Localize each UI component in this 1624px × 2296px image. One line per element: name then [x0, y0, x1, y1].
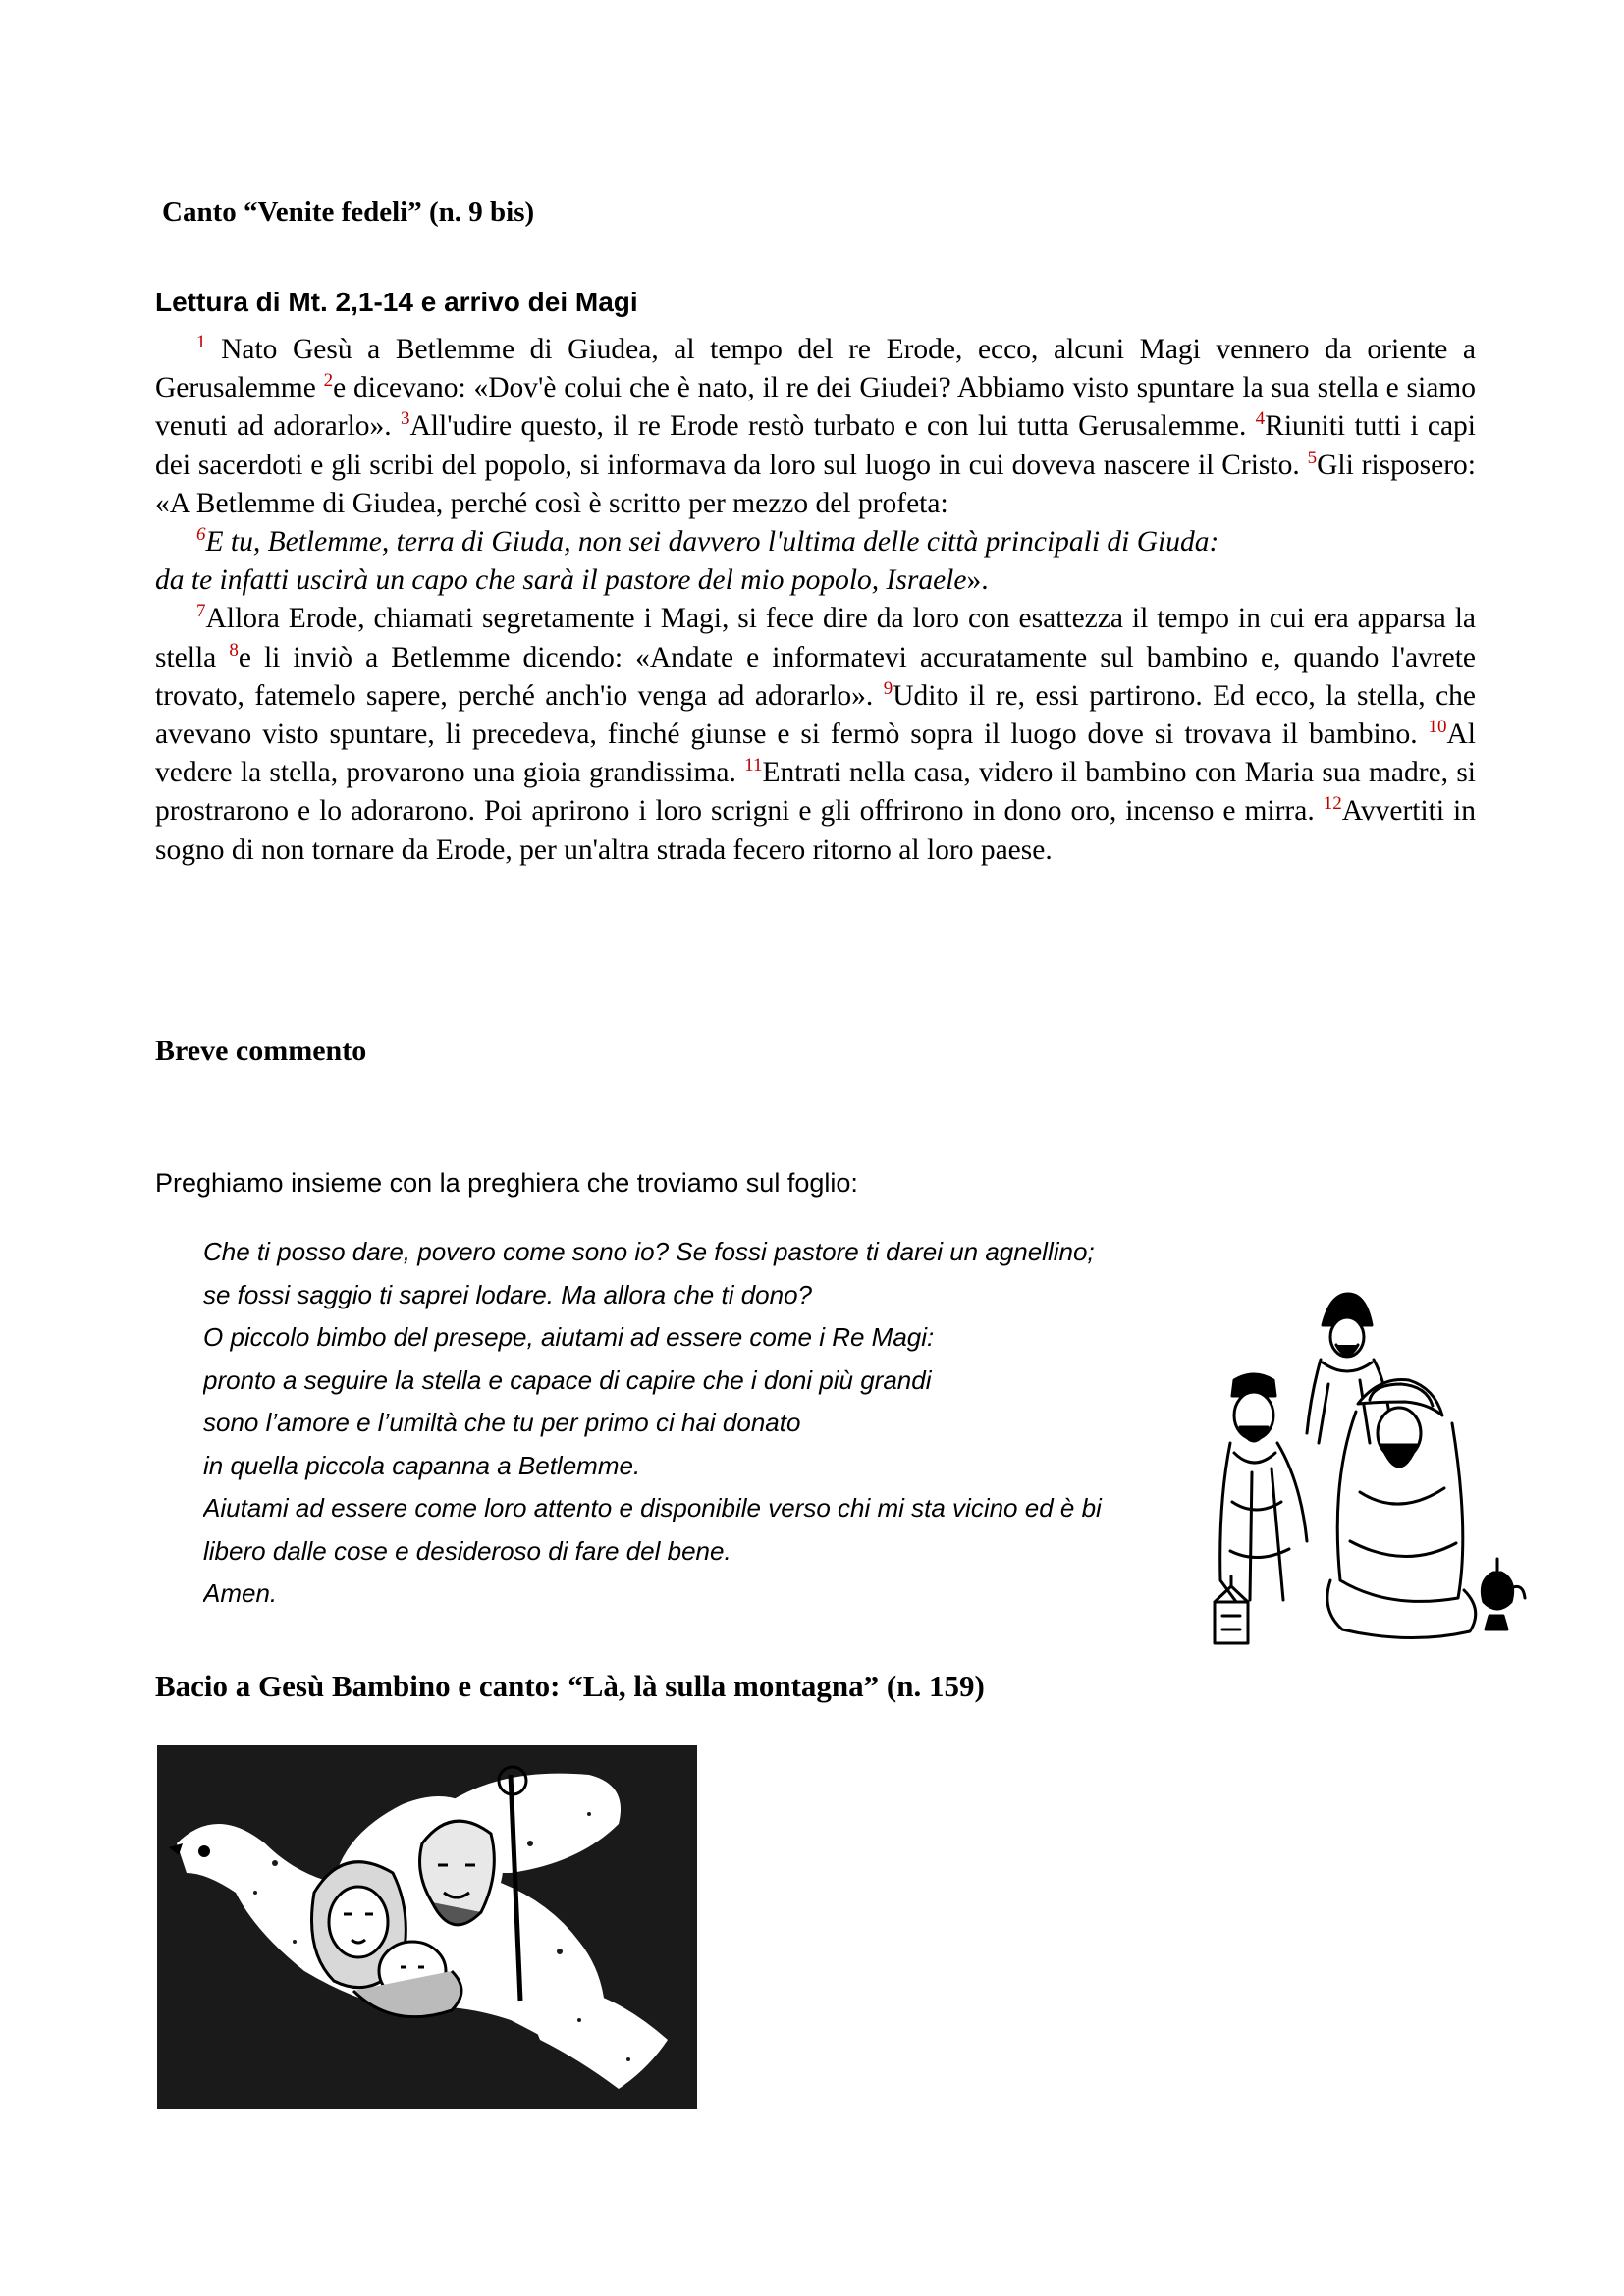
- verse-text: Udito il re, essi partirono. Ed ecco, la stella, che avevano visto spuntare, li precedeva, finché giunse e si fermò sopra il luogo dove si trovava il bambino.: [155, 679, 1477, 751]
- verse-number: 1: [196, 332, 206, 353]
- verse-number: 5: [1307, 447, 1318, 468]
- heading-commento: Breve commento: [155, 1035, 367, 1067]
- prayer-text: [203, 1231, 1185, 1616]
- verse-text: Al vedere la stella, provarono una gioia grandissima.: [155, 719, 1476, 789]
- reading-paragraph-1: [155, 331, 1476, 523]
- verse-number: 10: [1428, 717, 1447, 738]
- verse-text: Nato Gesù a Betlemme di Giudea, al tempo del re Erode, ecco, alcuni Magi vennero da oriente a Gerusalemme: [155, 334, 1476, 404]
- verse-number: 11: [744, 755, 763, 776]
- prayer-line: libero dalle cose e desideroso di fare del bene.: [203, 1535, 731, 1566]
- verse-text: E tu, Betlemme, terra di Giuda, non sei davvero l'ultima delle città principali di Giuda:: [205, 526, 1219, 559]
- verse-text: e dicevano: «Dov'è colui che è nato, il re dei Giudei? Abbiamo visto spuntare la sua stella e siamo venuti ad adorarlo».: [155, 372, 1476, 443]
- prayer-line: Amen.: [203, 1578, 278, 1608]
- verse-text: All'udire questo, il re Erode restò turbato e con lui tutta Gerusalemme.: [409, 410, 1256, 443]
- prophecy-quote-line-1: [155, 523, 1476, 561]
- verse-text: Gli risposero: «A Betlemme di Giudea, perché così è scritto per mezzo del profeta:: [155, 449, 1477, 519]
- quote-close: ».: [966, 564, 989, 597]
- verse-number: 4: [1255, 408, 1266, 430]
- prayer-line: O piccolo bimbo del presepe, aiutami ad essere come i Re Magi:: [203, 1322, 935, 1352]
- verse-number: 9: [883, 678, 893, 699]
- prayer-line: sono l’amore e l’umiltà che tu per primo ci hai donato: [203, 1408, 801, 1437]
- verse-number: 8: [229, 639, 239, 661]
- verse-text: Avvertiti in sogno di non tornare da Erode, per un'altra strada fecero ritorno al loro paese.: [155, 795, 1477, 866]
- verse-number: 6: [196, 524, 206, 546]
- prophecy-quote-line-2: [155, 561, 1476, 600]
- verse-number: 7: [196, 601, 206, 622]
- prayer-line: se fossi saggio ti saprei lodare. Ma allora che ti dono?: [203, 1279, 813, 1309]
- verse-number: 12: [1323, 793, 1342, 815]
- prayer-line: Che ti posso dare, povero come sono io? Se fossi pastore ti darei un agnellino;: [203, 1237, 1095, 1266]
- verse-number: 2: [323, 370, 334, 392]
- magi-illustration: [1213, 1286, 1527, 1654]
- verse-number: 3: [401, 408, 410, 430]
- prayer-line: in quella piccola capanna a Betlemme.: [203, 1450, 641, 1480]
- verse-text: Entrati nella casa, videro il bambino con Maria sua madre, si prostrarono e lo adorarono. Poi aprirono i loro scrigni e gli offrirono in dono oro, incenso e mirra.: [155, 757, 1477, 828]
- prayer-intro: Preghiamo insieme con la preghiera che troviamo sul foglio:: [155, 1168, 858, 1198]
- verse-text: Allora Erode, chiamati segretamente i Magi, si fece dire da loro con esattezza il tempo in cui era apparsa la stella: [155, 603, 1476, 673]
- verse-text: Riuniti tutti i capi dei sacerdoti e gli scribi del popolo, si informava da loro sul luogo in cui doveva nascere il Cristo.: [155, 410, 1476, 481]
- gospel-reading: [155, 331, 1476, 870]
- verse-text: e li inviò a Betlemme dicendo: «Andate e informatevi accuratamente sul bambino e, quando l'avrete trovato, fatemelo sapere, perché anch'io venga ad adorarlo».: [155, 641, 1476, 712]
- prayer-line: Aiutami ad essere come loro attento e disponibile verso chi mi sta vicino ed è bi: [203, 1493, 1102, 1522]
- heading-canto: Canto “Venite fedeli” (n. 9 bis): [162, 196, 535, 228]
- heading-lettura: Lettura di Mt. 2,1-14 e arrivo dei Magi: [155, 287, 638, 317]
- reading-paragraph-2: [155, 600, 1476, 869]
- prayer-line: pronto a seguire la stella e capace di capire che i doni più grandi: [203, 1364, 932, 1395]
- heading-bacio: Bacio a Gesù Bambino e canto: “Là, là sulla montagna” (n. 159): [155, 1669, 985, 1703]
- dove-illustration: [157, 1745, 697, 2109]
- verse-text: da te infatti uscirà un capo che sarà il pastore del mio popolo, Israele: [155, 564, 967, 597]
